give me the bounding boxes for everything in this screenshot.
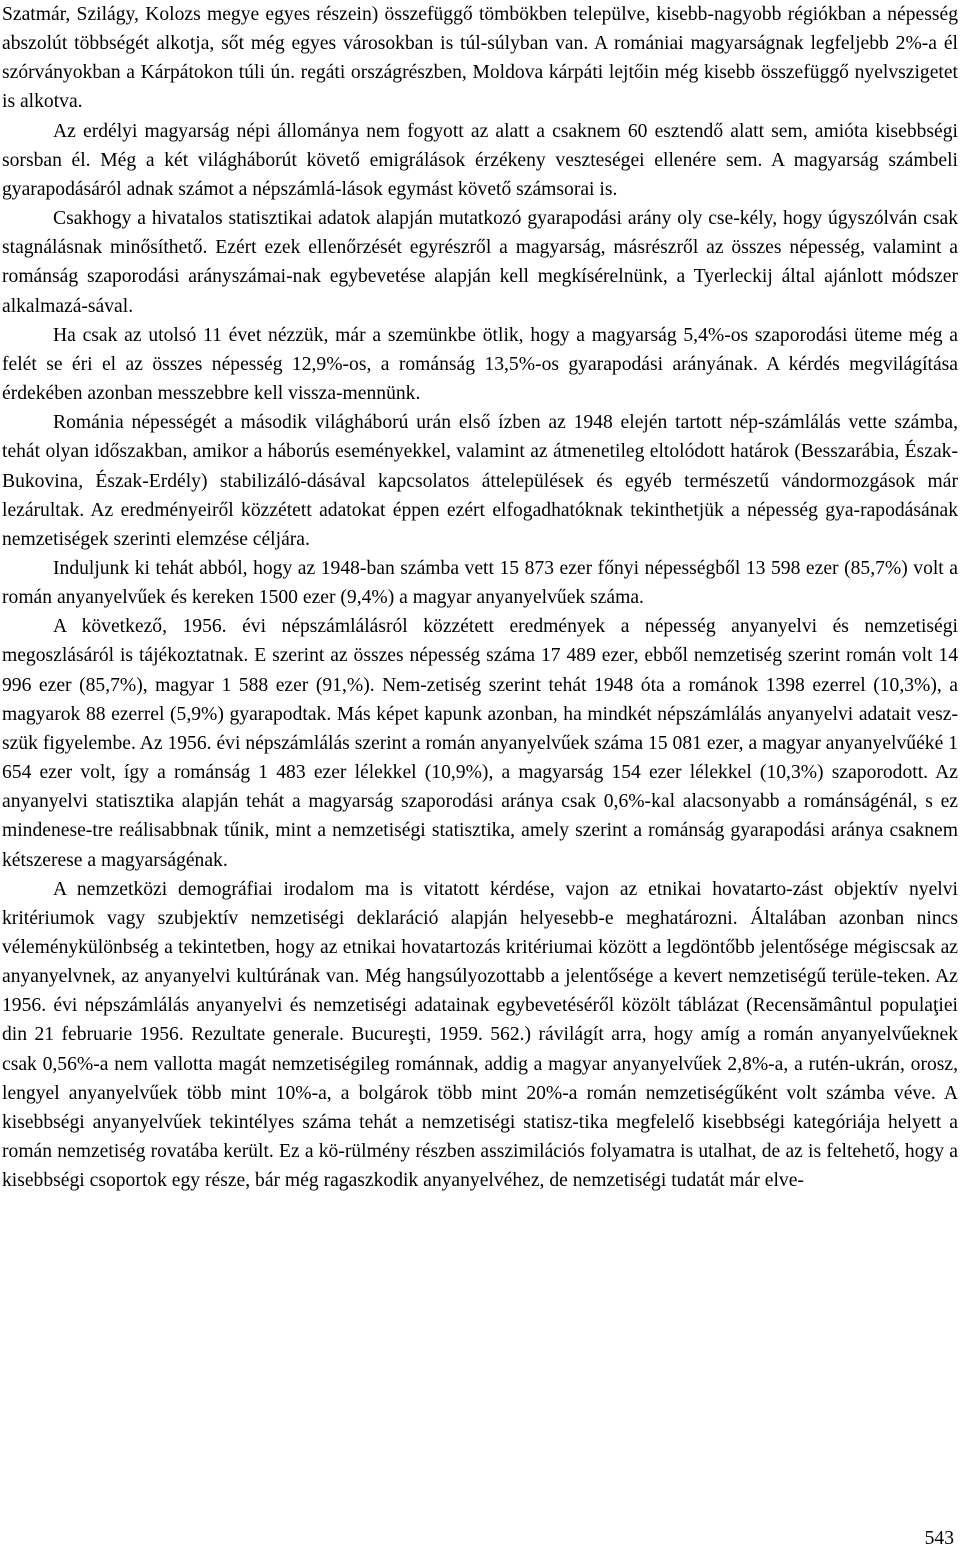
paragraph-5: Románia népességét a második világháború urán első ízben az 1948 elején tartott nép-számlálás vette számba, tehát olyan időszakban, amikor a háborús eseményekkel, valamint az átmenetileg eltolódott határok (Besszarábia, Észak-Bukovina, Észak-Erdély) stabilizáló-dásával kapcsolatos áttelepülések és egyéb természetű vándormozgások már lezárultak. Az eredményeiről közzétett adatokat éppen ezért elfogadhatóknak tekinthetjük a népesség gya-rapodásának nemzetiségek szerinti elemzése céljára. — [2, 412, 958, 550]
paragraph-6: Induljunk ki tehát abból, hogy az 1948-ban számba vett 15 873 ezer főnyi népességből 13 598 ezer (85,7%) volt a román anyanyelvűek és kereken 1500 ezer (9,4%) a magyar anyanyelvűek száma. — [2, 557, 958, 609]
paragraph-2: Az erdélyi magyarság népi állománya nem fogyott az alatt a csaknem 60 esztendő alatt sem, amióta kisebbségi sorsban él. Még a két világháborút követő emigrálások érzékeny veszteségei ellenére sem. A magyarság számbeli gyarapodásáról adnak számot a népszámlá-lások egymást követő számsorai is. — [2, 120, 958, 200]
paragraph-1: Szatmár, Szilágy, Kolozs megye egyes részein) összefüggő tömbökben települve, kisebb-nagyobb régiókban a népesség abszolút többségét alkotja, sőt még egyes városokban is túl-súlyban van. A romániai magyarságnak legfeljebb 2%-a él szórványokban a Kárpátokon túli ún. regáti országrészben, Moldova kárpáti lejtőin még kisebb összefüggő nyelvszigetet is alkotva. — [2, 4, 958, 113]
paragraph-8: A nemzetközi demográfiai irodalom ma is vitatott kérdése, vajon az etnikai hovatarto-zást objektív nyelvi kritériumok vagy szubjektív nemzetiségi deklaráció alapján helyesebb-e meghatározni. Általában azonban nincs véleménykülönbség a tekintetben, hogy az etnikai hovatartozás kritériumai között a legdöntőbb jelentősége mégiscsak az anyanyelvnek, az anyanyelvi kultúrának van. Még hangsúlyozottabb a jelentősége a kevert nemzetiségű terüle-teken. Az 1956. évi népszámlálás anyanyelvi és nemzetiségi adatainak egybevetéséről közölt táblázat (Recensământul populaţiei din 21 februarie 1956. Rezultate generale. Bucureşti, 1959. 562.) rávilágít arra, hogy amíg a román anyanyelvűeknek csak 0,56%-a nem vallotta magát nemzetiségileg románnak, addig a magyar anyanyelvűek 2,8%-a, a rutén-ukrán, orosz, lengyel anyanyelvűek több mint 10%-a, a bolgárok több mint 20%-a román nemzetiségűként volt számba véve. A kisebbségi anyanyelvűek tekintélyes száma tehát a nemzetiségi statisz-tika megfelelő kisebbségi kategóriája helyett a román nemzetiség rovatába került. Ez a kö-rülmény részben asszimilációs folyamatra is utalhat, de az is feltehető, hogy a kisebbségi csoportok egy része, bár még ragaszkodik anyanyelvéhez, de nemzetiségi tudatát már elve- — [2, 878, 958, 1192]
paragraph-3: Csakhogy a hivatalos statisztikai adatok alapján mutatkozó gyarapodási arány oly cse-kély, hogy úgyszólván csak stagnálásnak minősíthető. Ezért ezek ellenőrzését egyrészről a magyarság, másrészről az összes népesség, valamint a románság szaporodási arányszámai-nak egybevetése alapján kell megkísérelnünk, a Tyerleckij által ajánlott módszer alkalmazá-sával. — [2, 208, 958, 317]
paragraph-7: A következő, 1956. évi népszámlálásról közzétett eredmények a népesség anyanyelvi és nemzetiségi megoszlásáról is tájékoztatnak. E szerint az összes népesség száma 17 489 ezer, ebből nemzetiség szerint román volt 14 996 ezer (85,7%), magyar 1 588 ezer (91,%). Nem-zetiség szerint tehát 1948 óta a románok 1398 ezerrel (10,3%), a magyarok 88 ezerrel (5,9%) gyarapodtak. Más képet kapunk azonban, ha mindkét népszámlálás anyanyelvi adatait vesz-szük figyelembe. Az 1956. évi népszámlálás szerint a román anyanyelvűek száma 15 081 ezer, a magyar anyanyelvűéké 1 654 ezer volt, így a románság 1 483 ezer lélekkel (10,9%), a magyarság 154 ezer lélekkel (10,3%) szaporodott. Az anyanyelvi statisztika alapján tehát a magyarság szaporodási aránya csak 0,6%-kal alacsonyabb a románságénál, s ez mindenese-tre reálisabbnak tűnik, mint a nemzetiségi statisztika, amely szerint a románság gyarapodási aránya csaknem kétszerese a magyarságénak. — [2, 616, 958, 871]
page-number: 543 — [924, 1528, 954, 1549]
paragraph-4: Ha csak az utolsó 11 évet nézzük, már a szemünkbe ötlik, hogy a magyarság 5,4%-os szaporodási üteme még a felét se éri el az összes népesség 12,9%-os, a románság 13,5%-os gyarapodási arányának. A kérdés megvilágítása érdekében azonban messzebbre kell vissza-mennünk. — [2, 324, 958, 405]
